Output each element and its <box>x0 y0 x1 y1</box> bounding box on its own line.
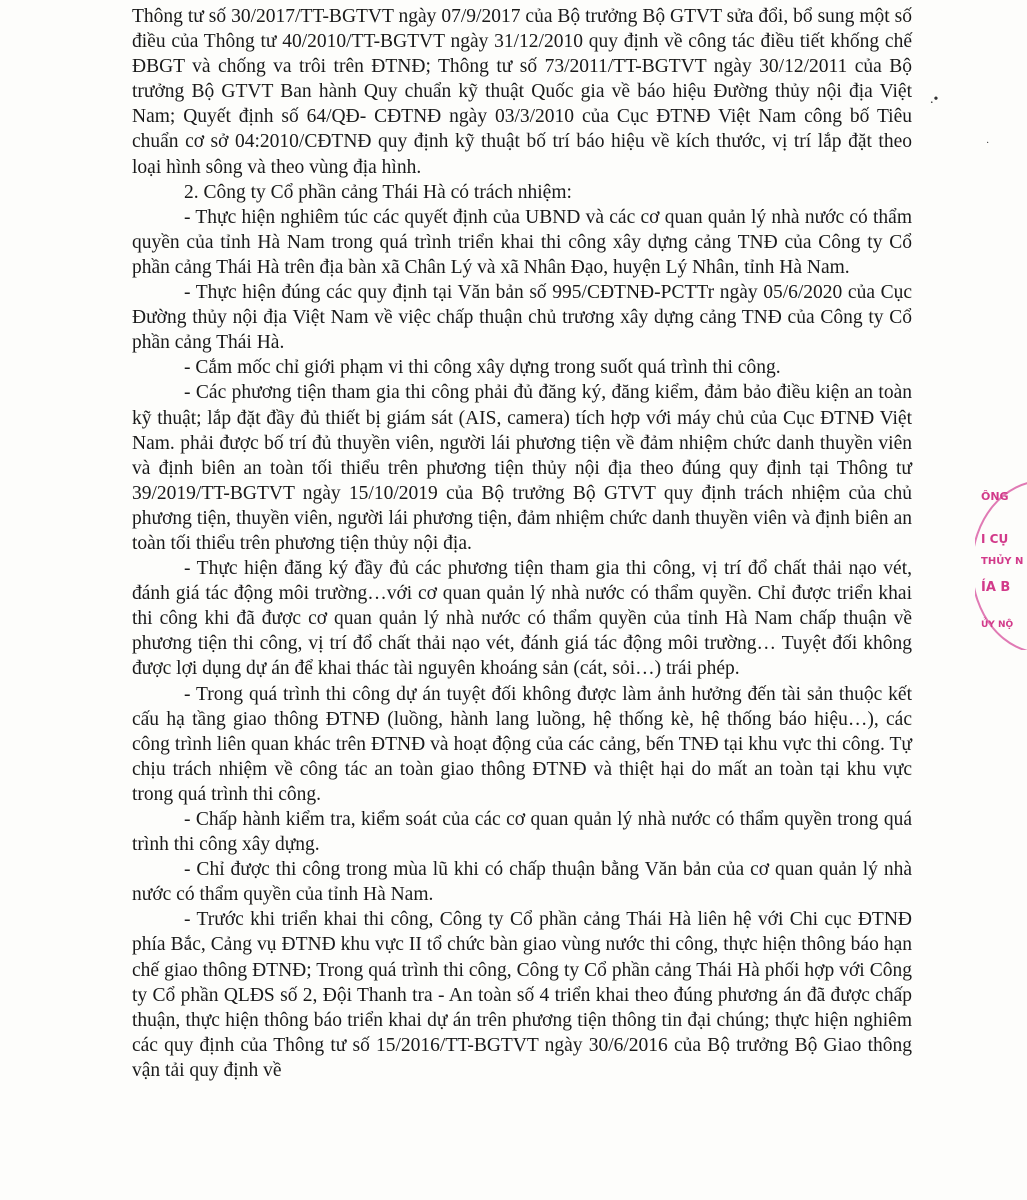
paragraph-follow-document-995: - Thực hiện đúng các quy định tại Văn bản số 995/CĐTNĐ-PCTTr ngày 05/6/2020 của Cục Đường thủy nội địa Việt Nam về việc chấp thuận chủ trương xây dựng cảng TNĐ của Công ty Cổ phần cảng Thái Hà. <box>132 282 912 354</box>
scan-speck: · <box>986 138 990 149</box>
seal-text-line: ÔNG <box>981 490 1009 503</box>
paragraph-vehicle-requirements: - Các phương tiện tham gia thi công phải đủ đăng ký, đăng kiểm, đảm bảo điều kiện an toàn kỹ thuật; lắp đặt đầy đủ thiết bị giám sát (AIS, camera) tích hợp với máy chủ của Cục ĐTNĐ Việt Nam. phải được bố trí đủ thuyền viên, người lái phương tiện về đảm nhiệm chức danh thuyền viên và định biên an toàn tối thiểu trên phương tiện thủy nội địa theo đúng quy định tại Thông tư 39/2019/TT-BGTVT ngày 15/10/2019 của Bộ trưởng Bộ GTVT quy định trách nhiệm của chủ phương tiện, thuyền viên, người lái phương tiện, đảm nhiệm chức danh thuyền viên và định biên an toàn tối thiểu trên phương tiện thủy nội địa. <box>132 382 912 554</box>
paragraph-flood-season: - Chỉ được thi công trong mùa lũ khi có chấp thuận bằng Văn bản của cơ quan quản lý nhà nước có thẩm quyền của tỉnh Hà Nam. <box>132 859 912 906</box>
red-seal-stamp <box>975 480 1027 650</box>
scan-speck: .• <box>930 92 939 107</box>
paragraph-infrastructure-protection: - Trong quá trình thi công dự án tuyệt đối không được làm ảnh hưởng đến tài sản thuộc kết cấu hạ tầng giao thông ĐTNĐ (luồng, hành lang luồng, hệ thống kè, hệ thống báo hiệu…), các công trình liên quan khác trên ĐTNĐ và hoạt động của các cảng, bến TNĐ tại khu vực thi công. Tự chịu trách nhiệm về công tác an toàn giao thông ĐTNĐ và thiệt hại do mất an toàn tại khu vực trong quá trình thi công. <box>132 683 912 805</box>
paragraph-inspection: - Chấp hành kiểm tra, kiểm soát của các cơ quan quản lý nhà nước có thẩm quyền trong quá trình thi công xây dựng. <box>132 809 912 856</box>
paragraph-comply-decisions: - Thực hiện nghiêm túc các quyết định của UBND và các cơ quan quản lý nhà nước có thẩm quyền của tỉnh Hà Nam trong quá trình triển khai thi công xây dựng cảng TNĐ của Công ty Cổ phần cảng Thái Hà trên địa bàn xã Chân Lý và xã Nhân Đạo, huyện Lý Nhân, tỉnh Hà Nam. <box>132 206 912 278</box>
seal-text-line: I CỤ <box>981 532 1009 546</box>
paragraph-intro-regulations: Thông tư số 30/2017/TT-BGTVT ngày 07/9/2017 của Bộ trưởng Bộ GTVT sửa đổi, bổ sung một số điều của Thông tư 40/2010/TT-BGTVT ngày 31/12/2010 quy định về công tác điều tiết khống chế ĐBGT và chống va trôi trên ĐTNĐ; Thông tư số 73/2011/TT-BGTVT ngày 30/12/2011 của Bộ trưởng Bộ GTVT Ban hành Quy chuẩn kỹ thuật Quốc gia về báo hiệu Đường thủy nội địa Việt Nam; Quyết định số 64/QĐ- CĐTNĐ ngày 03/3/2010 của Cục ĐTNĐ Việt Nam công bố Tiêu chuẩn cơ sở 04:2010/CĐTNĐ quy định kỹ thuật bố trí báo hiệu về kích thước, vị trí lắp đặt theo loại hình sông và theo vùng địa hình. <box>132 6 912 178</box>
seal-text-line: ÍA B <box>981 580 1011 595</box>
paragraph-registration: - Thực hiện đăng ký đầy đủ các phương tiện tham gia thi công, vị trí đổ chất thải nạo vét, đánh giá tác động môi trường…với cơ quan quản lý nhà nước có thẩm quyền. Chỉ được triển khai thi công khi đã được cơ quan quản lý nhà nước có thẩm quyền của tỉnh Hà Nam chấp thuận về phương tiện thi công, vị trí đổ chất thải nạo vét, đánh giá tác động môi trường… Tuyệt đối không được lợi dụng dự án để khai thác tài nguyên khoáng sản (cát, sỏi…) trái phép. <box>132 558 912 680</box>
paragraph-before-construction: - Trước khi triển khai thi công, Công ty Cổ phần cảng Thái Hà liên hệ với Chi cục ĐTNĐ phía Bắc, Cảng vụ ĐTNĐ khu vực II tổ chức bàn giao vùng nước thi công, thực hiện thông báo hạn chế giao thông ĐTNĐ; Trong quá trình thi công, Công ty Cổ phần cảng Thái Hà phối hợp với Công ty Cổ phần QLĐS số 2, Đội Thanh tra - An toàn số 4 triển khai theo đúng phương án đã được chấp thuận, thực hiện thông báo triển khai dự án trên phương tiện thông tin đại chúng; thực hiện nghiêm các quy định của Thông tư số 15/2016/TT-BGTVT ngày 30/6/2016 của Bộ trưởng Bộ Giao thông vận tải quy định về <box>132 909 912 1081</box>
paragraph-section-2-heading: 2. Công ty Cổ phần cảng Thái Hà có trách nhiệm: <box>184 181 572 203</box>
seal-text-line: THỦY N <box>981 556 1024 567</box>
seal-text-line: ỦY NỘ <box>981 620 1014 630</box>
document-body <box>132 4 912 1083</box>
paragraph-boundary-markers: - Cắm mốc chỉ giới phạm vi thi công xây dựng trong suốt quá trình thi công. <box>184 357 781 379</box>
